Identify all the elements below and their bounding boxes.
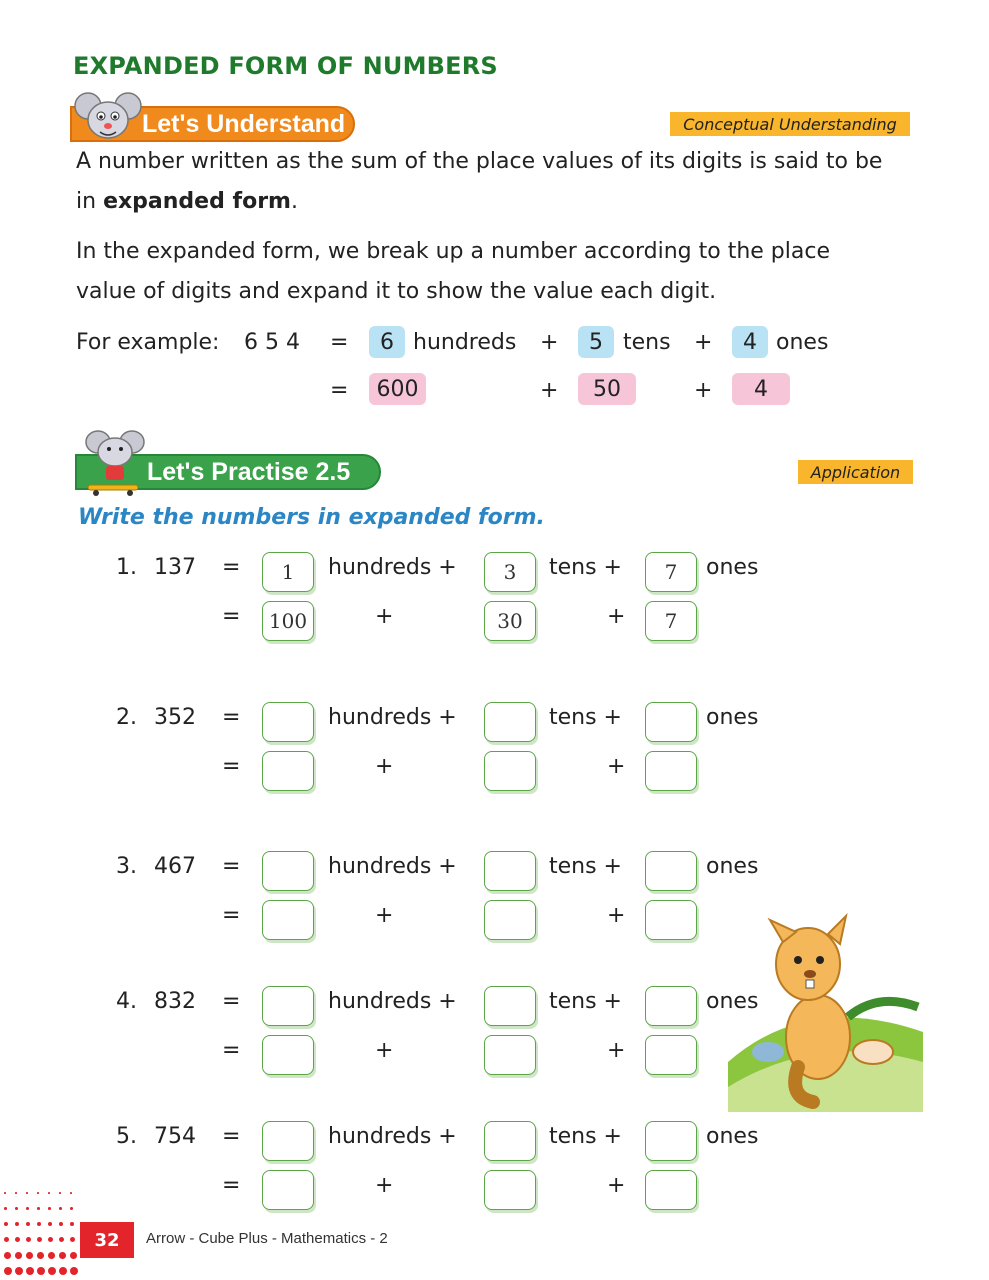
- decorative-dot: [59, 1222, 63, 1226]
- plus-sign: +: [375, 604, 394, 629]
- definition-period: .: [290, 189, 298, 214]
- row-value: 754: [154, 1124, 196, 1149]
- decorative-dot: [15, 1267, 23, 1275]
- row-value: 467: [154, 854, 196, 879]
- example-unit-ones: ones: [776, 330, 829, 355]
- decorative-dot: [48, 1252, 55, 1259]
- plus-sign: +: [607, 1038, 626, 1063]
- unit-hundreds-label: hundreds +: [328, 854, 457, 879]
- explanation-paragraph: [76, 232, 914, 312]
- unit-ones-label: ones: [706, 989, 759, 1014]
- unit-hundreds-label: hundreds +: [328, 989, 457, 1014]
- unit-hundreds-label: hundreds +: [328, 1124, 457, 1149]
- example-value-hundreds: 600: [369, 373, 426, 405]
- row-equals-2: =: [222, 1038, 241, 1063]
- cartoon-kangaroo-illustration: [728, 912, 923, 1114]
- decorative-dot: [48, 1222, 52, 1226]
- unit-hundreds-label: hundreds +: [328, 705, 457, 730]
- ones-digit-box[interactable]: 7: [645, 552, 697, 592]
- example-digit-hundreds: 6: [369, 326, 405, 358]
- decorative-dot: [70, 1267, 78, 1275]
- unit-tens-label: tens +: [549, 1124, 622, 1149]
- decorative-dot: [70, 1207, 73, 1210]
- row-equals-2: =: [222, 1173, 241, 1198]
- decorative-dot: [4, 1192, 6, 1194]
- hundreds-value-box[interactable]: [262, 900, 314, 940]
- skateboard-mouse-icon: [80, 428, 150, 498]
- hundreds-value-box[interactable]: [262, 751, 314, 791]
- row-equals-2: =: [222, 903, 241, 928]
- hundreds-digit-box[interactable]: [262, 702, 314, 742]
- decorative-dot: [37, 1222, 41, 1226]
- hundreds-digit-box[interactable]: [262, 1121, 314, 1161]
- decorative-dot: [59, 1192, 61, 1194]
- decorative-dot: [4, 1237, 9, 1242]
- instruction: Write the numbers in expanded form.: [78, 505, 545, 530]
- row-equals: =: [222, 1124, 241, 1149]
- decorative-dot: [59, 1252, 66, 1259]
- decorative-dot: [37, 1207, 40, 1210]
- hundreds-digit-box[interactable]: 1: [262, 552, 314, 592]
- decorative-dot: [70, 1192, 72, 1194]
- decorative-dot: [59, 1237, 64, 1242]
- decorative-dot: [37, 1252, 44, 1259]
- hundreds-value-box[interactable]: [262, 1035, 314, 1075]
- ones-value-box[interactable]: 7: [645, 601, 697, 641]
- example-unit-tens: tens: [623, 330, 671, 355]
- unit-ones-label: ones: [706, 705, 759, 730]
- row-number: 3.: [116, 854, 137, 879]
- plus-sign: +: [607, 903, 626, 928]
- unit-tens-label: tens +: [549, 705, 622, 730]
- example-equals-2: =: [330, 378, 349, 403]
- lets-understand-label: Let's Understand: [142, 109, 346, 138]
- ones-digit-box[interactable]: [645, 1121, 697, 1161]
- hundreds-value-box[interactable]: 100: [262, 601, 314, 641]
- tens-digit-box[interactable]: [484, 702, 536, 742]
- hundreds-digit-box[interactable]: [262, 986, 314, 1026]
- decorative-dot: [26, 1252, 33, 1259]
- tens-value-box[interactable]: [484, 1035, 536, 1075]
- example-plus-1: +: [540, 330, 559, 355]
- row-equals-2: =: [222, 754, 241, 779]
- row-equals: =: [222, 989, 241, 1014]
- plus-sign: +: [607, 754, 626, 779]
- example-value-ones: 4: [732, 373, 790, 405]
- decorative-dot: [70, 1252, 77, 1259]
- expanded-form-term: expanded form: [103, 189, 291, 214]
- decorative-dot: [26, 1267, 34, 1275]
- ones-value-box[interactable]: [645, 1035, 697, 1075]
- definition-line-2: [76, 182, 914, 222]
- definition-paragraph: [76, 142, 914, 222]
- unit-ones-label: ones: [706, 854, 759, 879]
- example-plus-4: +: [694, 378, 713, 403]
- hundreds-value-box[interactable]: [262, 1170, 314, 1210]
- row-value: 352: [154, 705, 196, 730]
- definition-in: in: [76, 189, 97, 214]
- decorative-dot: [48, 1237, 53, 1242]
- decorative-dot: [48, 1267, 56, 1275]
- example-plus-3: +: [540, 378, 559, 403]
- decorative-dot: [37, 1192, 39, 1194]
- application-tag: Application: [798, 460, 913, 484]
- decorative-dot: [15, 1237, 20, 1242]
- row-number: 1.: [116, 555, 137, 580]
- unit-ones-label: ones: [706, 555, 759, 580]
- tens-value-box[interactable]: [484, 1170, 536, 1210]
- conceptual-understanding-tag: Conceptual Understanding: [670, 112, 910, 136]
- plus-sign: +: [607, 1173, 626, 1198]
- hundreds-digit-box[interactable]: [262, 851, 314, 891]
- tens-digit-box[interactable]: 3: [484, 552, 536, 592]
- row-equals: =: [222, 705, 241, 730]
- decorative-dot: [26, 1237, 31, 1242]
- decorative-dot: [48, 1207, 51, 1210]
- explanation-line-2: value of digits and expand it to show the value each digit.: [76, 279, 717, 304]
- example-label: For example:: [76, 330, 220, 355]
- decorative-dot: [37, 1237, 42, 1242]
- plus-sign: +: [375, 1173, 394, 1198]
- decorative-dot: [37, 1267, 45, 1275]
- ones-digit-box[interactable]: [645, 986, 697, 1026]
- ones-digit-box[interactable]: [645, 851, 697, 891]
- unit-hundreds-label: hundreds +: [328, 555, 457, 580]
- tens-value-box[interactable]: [484, 900, 536, 940]
- row-number: 4.: [116, 989, 137, 1014]
- plus-sign: +: [375, 1038, 394, 1063]
- decorative-dot: [70, 1222, 74, 1226]
- ones-value-box[interactable]: [645, 900, 697, 940]
- footer-text: Arrow - Cube Plus - Mathematics - 2: [146, 1230, 388, 1247]
- definition-line-1: A number written as the sum of the place values of its digits is said to be: [76, 149, 883, 174]
- unit-tens-label: tens +: [549, 989, 622, 1014]
- row-equals: =: [222, 854, 241, 879]
- plus-sign: +: [375, 754, 394, 779]
- decorative-dot: [26, 1192, 28, 1194]
- unit-tens-label: tens +: [549, 854, 622, 879]
- decorative-dot: [26, 1207, 29, 1210]
- decorative-dot: [15, 1252, 22, 1259]
- tens-digit-box[interactable]: [484, 1121, 536, 1161]
- decorative-dot: [59, 1267, 67, 1275]
- plus-sign: +: [607, 604, 626, 629]
- example-digit-ones: 4: [732, 326, 768, 358]
- decorative-dot: [15, 1207, 18, 1210]
- explanation-line-1: In the expanded form, we break up a number according to the place: [76, 239, 830, 264]
- section-title: EXPANDED FORM OF NUMBERS: [73, 52, 498, 80]
- decorative-dot: [4, 1267, 12, 1275]
- tens-value-box[interactable]: [484, 751, 536, 791]
- mouse-mascot-icon: [72, 88, 144, 150]
- decorative-dot: [48, 1192, 50, 1194]
- example-equals-1: =: [330, 330, 349, 355]
- decorative-dot: [15, 1222, 19, 1226]
- lets-practise-label: Let's Practise 2.5: [147, 457, 351, 486]
- example-value-tens: 50: [578, 373, 636, 405]
- row-equals-2: =: [222, 604, 241, 629]
- tens-digit-box[interactable]: [484, 851, 536, 891]
- unit-tens-label: tens +: [549, 555, 622, 580]
- unit-ones-label: ones: [706, 1124, 759, 1149]
- row-equals: =: [222, 555, 241, 580]
- decorative-dot: [26, 1222, 30, 1226]
- ones-digit-box[interactable]: [645, 702, 697, 742]
- row-value: 137: [154, 555, 196, 580]
- decorative-dot: [4, 1222, 8, 1226]
- row-value: 832: [154, 989, 196, 1014]
- example-plus-2: +: [694, 330, 713, 355]
- ones-value-box[interactable]: [645, 751, 697, 791]
- row-number: 2.: [116, 705, 137, 730]
- example-digit-tens: 5: [578, 326, 614, 358]
- row-number: 5.: [116, 1124, 137, 1149]
- tens-digit-box[interactable]: [484, 986, 536, 1026]
- ones-value-box[interactable]: [645, 1170, 697, 1210]
- decorative-dot: [70, 1237, 75, 1242]
- example-unit-hundreds: hundreds: [413, 330, 517, 355]
- decorative-dot: [15, 1192, 17, 1194]
- decorative-dot: [4, 1207, 7, 1210]
- decorative-dot: [4, 1252, 11, 1259]
- example-number: 6 5 4: [244, 330, 300, 355]
- page-number: 32: [80, 1222, 134, 1258]
- plus-sign: +: [375, 903, 394, 928]
- decorative-dot: [59, 1207, 62, 1210]
- tens-value-box[interactable]: 30: [484, 601, 536, 641]
